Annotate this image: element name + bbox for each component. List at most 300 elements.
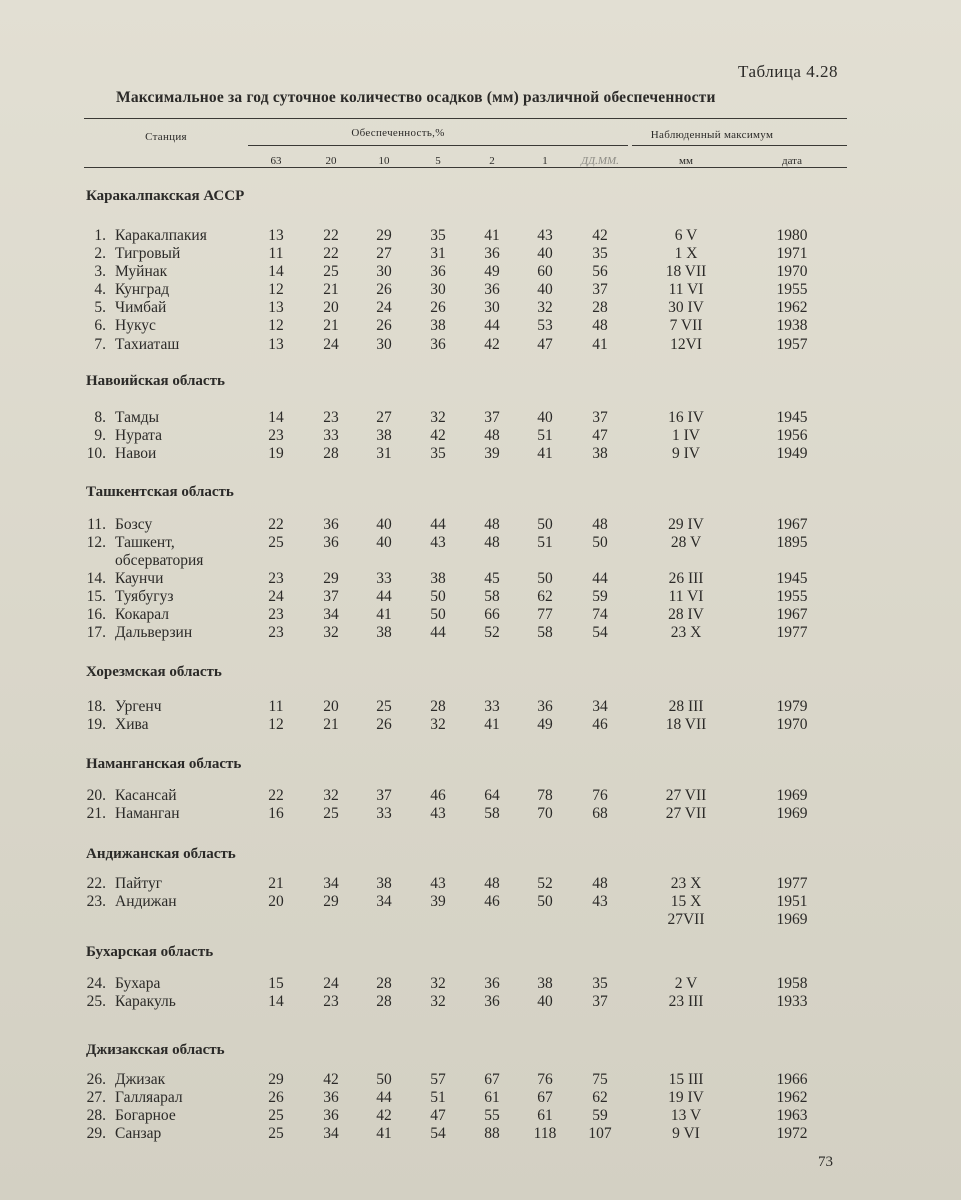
observed-max-day: 7 VII <box>669 317 703 334</box>
row-number: 22. <box>86 875 106 892</box>
probability-value: 37 <box>592 993 608 1010</box>
table-row <box>0 805 961 823</box>
row-number: 1. <box>94 227 106 244</box>
probability-value: 26 <box>376 716 392 733</box>
probability-value: 44 <box>376 1089 392 1106</box>
row-number: 16. <box>86 606 106 623</box>
station-name: Нукус <box>115 317 156 334</box>
probability-value: 44 <box>592 570 608 587</box>
probability-value: 25 <box>376 698 392 715</box>
probability-value: 13 <box>268 227 284 244</box>
probability-value: 52 <box>537 875 553 892</box>
probability-value: 68 <box>592 805 608 822</box>
row-number: 17. <box>86 624 106 641</box>
observed-max-day: 29 IV <box>668 516 704 533</box>
probability-value: 20 <box>323 698 339 715</box>
observed-max-day: 6 V <box>674 227 698 244</box>
probability-value: 24 <box>376 299 392 316</box>
probability-value: 42 <box>323 1071 339 1088</box>
header-bottom-rule <box>84 167 847 168</box>
observed-max-year: 1967 <box>776 516 808 533</box>
probability-value: 56 <box>592 263 608 280</box>
probability-value: 32 <box>323 787 339 804</box>
probability-value: 53 <box>537 317 553 334</box>
probability-value: 32 <box>430 993 446 1010</box>
section-title: Ташкентская область <box>86 484 234 500</box>
probability-value: 61 <box>484 1089 500 1106</box>
section-title: Навоийская область <box>86 373 225 389</box>
header-station: Станция <box>145 131 187 143</box>
row-number: 6. <box>94 317 106 334</box>
probability-value: 43 <box>592 893 608 910</box>
row-number: 2. <box>94 245 106 262</box>
probability-value: 44 <box>430 516 446 533</box>
probability-value: 44 <box>376 588 392 605</box>
observed-max-year: 1951 <box>776 893 808 910</box>
table-row <box>0 281 961 299</box>
probability-value: 47 <box>537 336 553 353</box>
probability-value: 41 <box>376 1125 392 1142</box>
observed-max-day: 19 IV <box>668 1089 704 1106</box>
observed-max-year: 1977 <box>776 875 808 892</box>
col-10: 10 <box>378 155 390 167</box>
table-row <box>0 409 961 427</box>
probability-value: 48 <box>592 875 608 892</box>
probability-value: 34 <box>323 1125 339 1142</box>
probability-value: 34 <box>323 606 339 623</box>
table-row <box>0 893 961 911</box>
table-row <box>0 534 961 552</box>
probability-value: 60 <box>537 263 553 280</box>
probability-value: 62 <box>537 588 553 605</box>
row-number: 4. <box>94 281 106 298</box>
station-name: Бухара <box>115 975 161 992</box>
observed-max-day: 9 IV <box>672 445 700 462</box>
row-number: 24. <box>86 975 106 992</box>
section-title: Бухарская область <box>86 944 214 960</box>
probability-value: 36 <box>430 336 446 353</box>
observed-max-year: 1969 <box>776 787 808 804</box>
row-number: 8. <box>94 409 106 426</box>
probability-value: 75 <box>592 1071 608 1088</box>
observed-max-day: 27 VII <box>665 787 707 804</box>
observed-max-day: 11 VI <box>668 588 704 605</box>
probability-value: 48 <box>484 875 500 892</box>
probability-value: 34 <box>592 698 608 715</box>
observed-max-day: 18 VII <box>665 263 707 280</box>
probability-value: 21 <box>268 875 284 892</box>
probability-value: 34 <box>323 875 339 892</box>
probability-value: 58 <box>484 805 500 822</box>
probability-value: 12 <box>268 317 284 334</box>
table-title: Максимальное за год суточное количество осадков (мм) различной обеспеченности <box>116 89 716 106</box>
observed-max-year: 1972 <box>776 1125 808 1142</box>
section-title: Джизакская область <box>86 1042 225 1058</box>
probability-value: 37 <box>592 281 608 298</box>
table-row-extra-observation <box>0 911 961 929</box>
table-row <box>0 1089 961 1107</box>
probability-value: 42 <box>484 336 500 353</box>
probability-value: 47 <box>592 427 608 444</box>
probability-value: 67 <box>537 1089 553 1106</box>
table-row <box>0 1107 961 1125</box>
probability-value: 36 <box>537 698 553 715</box>
observed-max-year: 1970 <box>776 263 808 280</box>
table-row <box>0 975 961 993</box>
probability-value: 32 <box>537 299 553 316</box>
probability-value: 34 <box>376 893 392 910</box>
station-name: Касансай <box>115 787 177 804</box>
station-name: Нурата <box>115 427 163 444</box>
probability-value: 24 <box>323 975 339 992</box>
station-name: Пайтуг <box>115 875 163 892</box>
probability-value: 62 <box>592 1089 608 1106</box>
row-number: 28. <box>86 1107 106 1124</box>
observed-max-day: 1 IV <box>672 427 700 444</box>
probability-value: 50 <box>537 516 553 533</box>
probability-value: 21 <box>323 281 339 298</box>
probability-value: 37 <box>323 588 339 605</box>
row-number: 26. <box>86 1071 106 1088</box>
table-row <box>0 624 961 642</box>
station-name: Галляарал <box>115 1089 183 1106</box>
probability-value: 55 <box>484 1107 500 1124</box>
probability-value: 26 <box>376 281 392 298</box>
probability-value: 48 <box>484 516 500 533</box>
probability-value: 54 <box>430 1125 446 1142</box>
probability-value: 23 <box>323 993 339 1010</box>
row-number: 14. <box>86 570 106 587</box>
probability-value: 59 <box>592 1107 608 1124</box>
probability-value: 30 <box>430 281 446 298</box>
observed-max-year: 1933 <box>776 993 808 1010</box>
probability-value: 40 <box>537 245 553 262</box>
probability-value: 32 <box>430 716 446 733</box>
probability-value: 36 <box>484 281 500 298</box>
probability-value: 15 <box>268 975 284 992</box>
row-number: 19. <box>86 716 106 733</box>
probability-value: 24 <box>268 588 284 605</box>
probability-value: 36 <box>484 245 500 262</box>
observed-max-year: 1969 <box>776 911 808 928</box>
observed-max-day: 30 IV <box>668 299 704 316</box>
probability-value: 41 <box>484 227 500 244</box>
probability-value: 54 <box>592 624 608 641</box>
col-date: дата <box>781 155 803 167</box>
probability-value: 36 <box>323 534 339 551</box>
table-row-continuation <box>0 552 961 570</box>
station-name: Наманган <box>115 805 180 822</box>
observed-max-day: 11 VI <box>668 281 704 298</box>
probability-value: 33 <box>376 805 392 822</box>
probability-value: 42 <box>376 1107 392 1124</box>
observed-max-year: 1945 <box>776 409 808 426</box>
station-name: Хива <box>115 716 149 733</box>
probability-value: 44 <box>484 317 500 334</box>
probability-value: 33 <box>323 427 339 444</box>
probability-value: 40 <box>537 409 553 426</box>
probability-value: 38 <box>430 570 446 587</box>
probability-value: 28 <box>376 975 392 992</box>
table-row <box>0 787 961 805</box>
probability-value: 42 <box>592 227 608 244</box>
station-name: Кунград <box>115 281 170 298</box>
table-row <box>0 336 961 354</box>
probability-value: 11 <box>268 245 284 262</box>
observed-max-year: 1971 <box>776 245 808 262</box>
station-name: Дальверзин <box>115 624 193 641</box>
observed-max-year: 1962 <box>776 299 808 316</box>
observed-max-day: 27VII <box>667 911 705 928</box>
row-number: 3. <box>94 263 106 280</box>
probability-value: 38 <box>376 875 392 892</box>
observed-max-year: 1955 <box>776 281 808 298</box>
probability-value: 74 <box>592 606 608 623</box>
observed-max-day: 15 X <box>670 893 702 910</box>
station-name: Ташкент, <box>115 534 175 551</box>
row-number: 12. <box>86 534 106 551</box>
probability-value: 58 <box>537 624 553 641</box>
observed-max-year: 1979 <box>776 698 808 715</box>
probability-value: 50 <box>376 1071 392 1088</box>
probability-value: 39 <box>430 893 446 910</box>
probability-value: 78 <box>537 787 553 804</box>
probability-subrule <box>248 145 628 146</box>
probability-value: 88 <box>484 1125 500 1142</box>
probability-value: 50 <box>592 534 608 551</box>
station-name: Ургенч <box>115 698 162 715</box>
probability-value: 41 <box>537 445 553 462</box>
table-row <box>0 317 961 335</box>
probability-value: 28 <box>430 698 446 715</box>
probability-value: 38 <box>376 624 392 641</box>
probability-value: 39 <box>484 445 500 462</box>
header-probability: Обеспеченность,% <box>351 127 445 139</box>
header-observed: Наблюденный максимум <box>650 129 774 141</box>
probability-value: 44 <box>430 624 446 641</box>
probability-value: 66 <box>484 606 500 623</box>
observed-max-day: 23 X <box>670 875 702 892</box>
probability-value: 27 <box>376 409 392 426</box>
probability-value: 23 <box>268 624 284 641</box>
observed-subrule <box>632 145 847 146</box>
station-name-line2: обсерватория <box>115 552 204 569</box>
table-row <box>0 588 961 606</box>
row-number: 7. <box>94 336 106 353</box>
probability-value: 30 <box>376 336 392 353</box>
probability-value: 32 <box>430 409 446 426</box>
station-name: Туябугуз <box>115 588 174 605</box>
section-title: Андижанская область <box>86 846 236 862</box>
table-number: Таблица 4.28 <box>738 62 838 81</box>
probability-value: 35 <box>430 445 446 462</box>
observed-max-year: 1945 <box>776 570 808 587</box>
probability-value: 36 <box>323 1089 339 1106</box>
probability-value: 25 <box>268 1107 284 1124</box>
probability-value: 21 <box>323 317 339 334</box>
probability-value: 43 <box>430 805 446 822</box>
probability-value: 25 <box>268 534 284 551</box>
probability-value: 64 <box>484 787 500 804</box>
probability-value: 24 <box>323 336 339 353</box>
col-20: 20 <box>325 155 337 167</box>
probability-value: 37 <box>484 409 500 426</box>
probability-value: 36 <box>323 516 339 533</box>
section-title: Каракалпакская АССР <box>86 188 245 204</box>
probability-value: 38 <box>376 427 392 444</box>
probability-value: 41 <box>592 336 608 353</box>
col-ddmm: ДД.ММ. <box>581 155 619 167</box>
table-row <box>0 570 961 588</box>
station-name: Бозсу <box>115 516 153 533</box>
observed-max-day: 16 IV <box>668 409 704 426</box>
probability-value: 48 <box>592 516 608 533</box>
row-number: 27. <box>86 1089 106 1106</box>
observed-max-day: 28 III <box>668 698 704 715</box>
probability-value: 26 <box>376 317 392 334</box>
observed-max-day: 23 X <box>670 624 702 641</box>
probability-value: 42 <box>430 427 446 444</box>
probability-value: 35 <box>430 227 446 244</box>
probability-value: 30 <box>376 263 392 280</box>
probability-value: 49 <box>537 716 553 733</box>
probability-value: 13 <box>268 336 284 353</box>
observed-max-year: 1962 <box>776 1089 808 1106</box>
probability-value: 36 <box>484 993 500 1010</box>
probability-value: 67 <box>484 1071 500 1088</box>
probability-value: 11 <box>268 698 284 715</box>
station-name: Кокарал <box>115 606 169 623</box>
station-name: Каракуль <box>115 993 176 1010</box>
observed-max-day: 28 V <box>670 534 702 551</box>
probability-value: 45 <box>484 570 500 587</box>
station-name: Тахиаташ <box>115 336 180 353</box>
probability-value: 40 <box>537 281 553 298</box>
table-row <box>0 875 961 893</box>
table-row <box>0 698 961 716</box>
col-5: 5 <box>435 155 441 167</box>
probability-value: 16 <box>268 805 284 822</box>
observed-max-day: 26 III <box>668 570 704 587</box>
observed-max-year: 1895 <box>776 534 808 551</box>
probability-value: 25 <box>268 1125 284 1142</box>
observed-max-day: 1 X <box>674 245 698 262</box>
probability-value: 31 <box>430 245 446 262</box>
top-rule <box>84 118 847 119</box>
probability-value: 28 <box>592 299 608 316</box>
station-name: Богарное <box>115 1107 176 1124</box>
probability-value: 31 <box>376 445 392 462</box>
probability-value: 22 <box>323 227 339 244</box>
probability-value: 40 <box>376 534 392 551</box>
probability-value: 50 <box>537 570 553 587</box>
probability-value: 47 <box>430 1107 446 1124</box>
probability-value: 29 <box>323 893 339 910</box>
probability-value: 37 <box>376 787 392 804</box>
observed-max-day: 9 VI <box>672 1125 700 1142</box>
page-number: 73 <box>818 1154 833 1170</box>
probability-value: 46 <box>592 716 608 733</box>
station-name: Тигровый <box>115 245 181 262</box>
table-row <box>0 445 961 463</box>
observed-max-year: 1956 <box>776 427 808 444</box>
observed-max-year: 1958 <box>776 975 808 992</box>
observed-max-year: 1966 <box>776 1071 808 1088</box>
probability-value: 48 <box>592 317 608 334</box>
col-mm: мм <box>679 155 693 167</box>
probability-value: 32 <box>323 624 339 641</box>
station-name: Каракалпакия <box>115 227 207 244</box>
row-number: 20. <box>86 787 106 804</box>
probability-value: 41 <box>484 716 500 733</box>
observed-max-day: 28 IV <box>668 606 704 623</box>
probability-value: 52 <box>484 624 500 641</box>
probability-value: 35 <box>592 245 608 262</box>
probability-value: 29 <box>376 227 392 244</box>
row-number: 25. <box>86 993 106 1010</box>
probability-value: 41 <box>376 606 392 623</box>
probability-value: 38 <box>430 317 446 334</box>
probability-value: 38 <box>537 975 553 992</box>
section-title: Хорезмская область <box>86 664 222 680</box>
probability-value: 76 <box>537 1071 553 1088</box>
probability-value: 48 <box>484 427 500 444</box>
observed-max-year: 1963 <box>776 1107 808 1124</box>
observed-max-day: 13 V <box>670 1107 702 1124</box>
probability-value: 23 <box>268 606 284 623</box>
station-name: Каунчи <box>115 570 164 587</box>
probability-value: 38 <box>592 445 608 462</box>
table-row <box>0 516 961 534</box>
section-title: Наманганская область <box>86 756 242 772</box>
row-number: 18. <box>86 698 106 715</box>
observed-max-day: 18 VII <box>665 716 707 733</box>
probability-value: 26 <box>430 299 446 316</box>
row-number: 21. <box>86 805 106 822</box>
probability-value: 22 <box>323 245 339 262</box>
observed-max-year: 1967 <box>776 606 808 623</box>
probability-value: 57 <box>430 1071 446 1088</box>
row-number: 29. <box>86 1125 106 1142</box>
observed-max-year: 1957 <box>776 336 808 353</box>
station-name: Андижан <box>115 893 177 910</box>
observed-max-year: 1949 <box>776 445 808 462</box>
probability-value: 77 <box>537 606 553 623</box>
station-name: Чимбай <box>115 299 167 316</box>
probability-value: 19 <box>268 445 284 462</box>
probability-value: 49 <box>484 263 500 280</box>
probability-value: 37 <box>592 409 608 426</box>
probability-value: 28 <box>376 993 392 1010</box>
col-63: 63 <box>270 155 282 167</box>
probability-value: 20 <box>268 893 284 910</box>
probability-value: 33 <box>484 698 500 715</box>
station-name: Тамды <box>115 409 160 426</box>
probability-value: 22 <box>268 787 284 804</box>
probability-value: 35 <box>592 975 608 992</box>
probability-value: 12 <box>268 716 284 733</box>
probability-value: 40 <box>537 993 553 1010</box>
probability-value: 36 <box>430 263 446 280</box>
station-name: Санзар <box>115 1125 162 1142</box>
table-row <box>0 1125 961 1143</box>
probability-value: 32 <box>430 975 446 992</box>
row-number: 10. <box>86 445 106 462</box>
observed-max-year: 1955 <box>776 588 808 605</box>
table-row <box>0 263 961 281</box>
probability-value: 59 <box>592 588 608 605</box>
probability-value: 50 <box>430 606 446 623</box>
